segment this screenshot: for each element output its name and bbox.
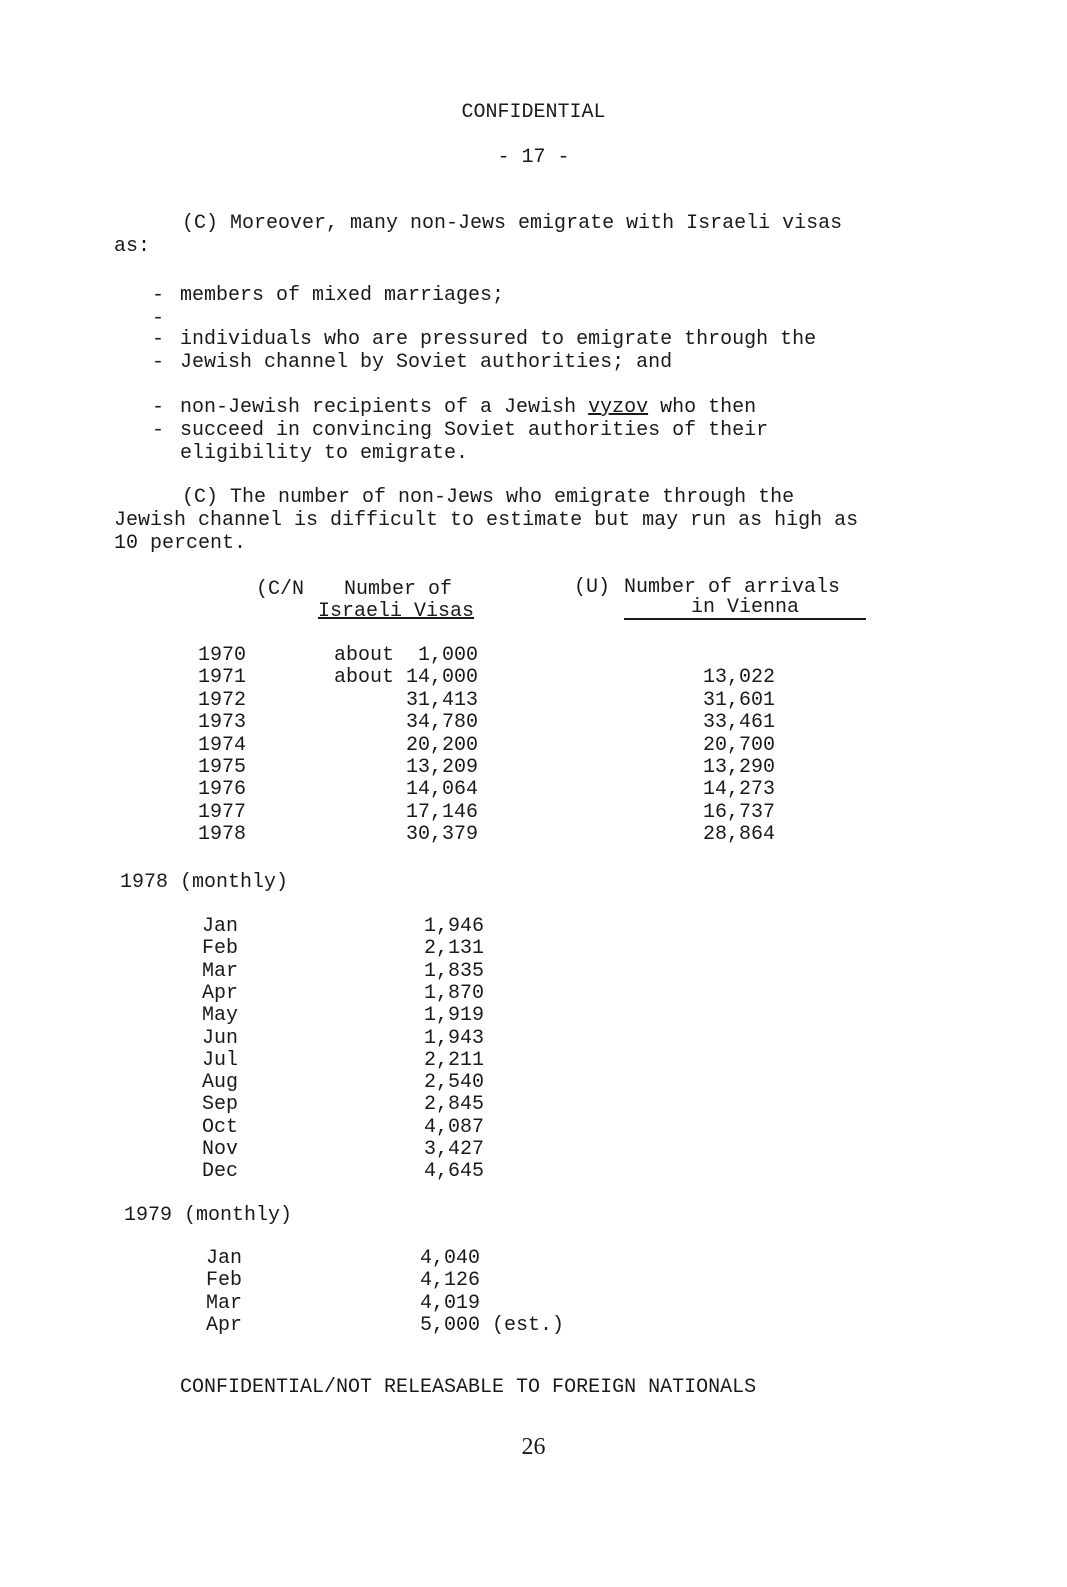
arrivals-cell: 33,461: [702, 711, 775, 735]
vyzov-term: vyzov: [588, 396, 649, 419]
visas-cell: 14,064: [405, 778, 478, 802]
col1-marker: (C/N: [256, 578, 305, 601]
year-cell: 1974: [198, 733, 247, 757]
year-cell: 1977: [198, 800, 247, 824]
month-cell: Sep: [202, 1093, 239, 1117]
monthly-value-cell: 2,845: [423, 1093, 484, 1117]
monthly-value-cell: 4,126: [420, 1269, 481, 1293]
monthly-value-cell: 1,946: [423, 915, 484, 938]
monthly-value-cell: 4,087: [423, 1115, 484, 1139]
month-cell: Dec: [202, 1160, 239, 1184]
bullet-dash: --: [152, 396, 165, 442]
month-cell: Nov: [202, 1138, 239, 1161]
monthly-1979-label: 1979 (monthly): [124, 1204, 293, 1227]
month-cell: Oct: [202, 1115, 239, 1139]
monthly-value-cell: 2,540: [423, 1071, 484, 1095]
monthly-value-cell: 4,019: [420, 1291, 481, 1315]
visas-cell: 13,209: [405, 756, 478, 779]
year-cell: 1973: [198, 711, 247, 735]
month-cell: Aug: [202, 1071, 239, 1095]
month-cell: Jun: [202, 1026, 239, 1050]
col2-marker: (U): [574, 576, 611, 599]
visas-cell: 31,413: [405, 688, 478, 712]
monthly-value-cell: 1,870: [423, 981, 484, 1005]
arrivals-cell: 13,022: [702, 666, 775, 690]
year-cell: 1975: [198, 756, 247, 779]
arrivals-cell: 20,700: [702, 733, 775, 757]
visas-cell: 34,780: [405, 711, 478, 735]
page-number: 26: [521, 1434, 546, 1460]
arrivals-cell: 13,290: [702, 756, 775, 779]
monthly-value-cell: 1,943: [423, 1026, 484, 1050]
col1-header-line1: Number of: [344, 578, 453, 601]
monthly-value-cell: 3,427: [423, 1138, 484, 1161]
page-marker: - 17 -: [497, 146, 570, 169]
bullet-text: non-Jewish recipients of a Jewish vyzov who then succeed in convincing Soviet authorities of their eligibility to emigrate.: [180, 396, 769, 465]
monthly-value-cell: 1,835: [423, 959, 484, 983]
monthly-value-cell: 5,000 (est.): [420, 1313, 565, 1337]
col2-header-line1: Number of arrivals: [624, 576, 841, 599]
year-cell: 1970: [198, 644, 247, 667]
classification-footer: CONFIDENTIAL/NOT RELEASABLE TO FOREIGN NATIONALS: [180, 1376, 757, 1399]
visas-cell: 30,379: [405, 823, 478, 847]
paragraph-intro: (C) Moreover, many non-Jews emigrate with Israeli visas as:: [114, 212, 843, 258]
month-cell: Feb: [202, 937, 239, 961]
month-cell: Feb: [206, 1269, 243, 1293]
bullet-text: members of mixed marriages;: [180, 284, 505, 307]
visas-cell: 20,200: [405, 733, 478, 757]
year-cell: 1978: [198, 823, 247, 847]
bullet-dash: --: [152, 284, 165, 330]
year-cell: 1972: [198, 688, 247, 712]
month-cell: Mar: [202, 959, 239, 983]
monthly-value-cell: 2,131: [423, 937, 484, 961]
paragraph-estimate: (C) The number of non-Jews who emigrate through the Jewish channel is difficult to estimate but may run as high as 10 percent.: [114, 486, 859, 555]
monthly-value-cell: 4,645: [423, 1160, 484, 1184]
visas-cell: about 14,000: [333, 666, 478, 690]
month-cell: Mar: [206, 1291, 243, 1315]
month-cell: Jul: [202, 1048, 239, 1072]
arrivals-cell: 14,273: [702, 778, 775, 802]
month-cell: May: [202, 1004, 239, 1028]
monthly-value-cell: 2,211: [423, 1048, 484, 1072]
col2-header-line2: in Vienna: [624, 598, 866, 620]
arrivals-cell: 16,737: [702, 800, 775, 824]
year-cell: 1976: [198, 778, 247, 802]
visas-cell: 17,146: [405, 800, 478, 824]
arrivals-cell: 31,601: [702, 688, 775, 712]
col1-header-line2: Israeli Visas: [318, 600, 475, 623]
monthly-value-cell: 1,919: [423, 1004, 484, 1028]
month-cell: Apr: [202, 981, 239, 1005]
classification-header: CONFIDENTIAL: [461, 101, 606, 124]
bullet-text: individuals who are pressured to emigrate through the Jewish channel by Soviet authorities; and: [180, 328, 817, 374]
visas-cell: about 1,000: [333, 644, 478, 667]
arrivals-cell: 28,864: [702, 823, 775, 847]
month-cell: Apr: [206, 1313, 243, 1337]
month-cell: Jan: [202, 915, 239, 938]
bullet-dash: --: [152, 328, 165, 374]
monthly-value-cell: 4,040: [420, 1247, 481, 1270]
month-cell: Jan: [206, 1247, 243, 1270]
year-cell: 1971: [198, 666, 247, 690]
monthly-1978-label: 1978 (monthly): [120, 871, 289, 894]
